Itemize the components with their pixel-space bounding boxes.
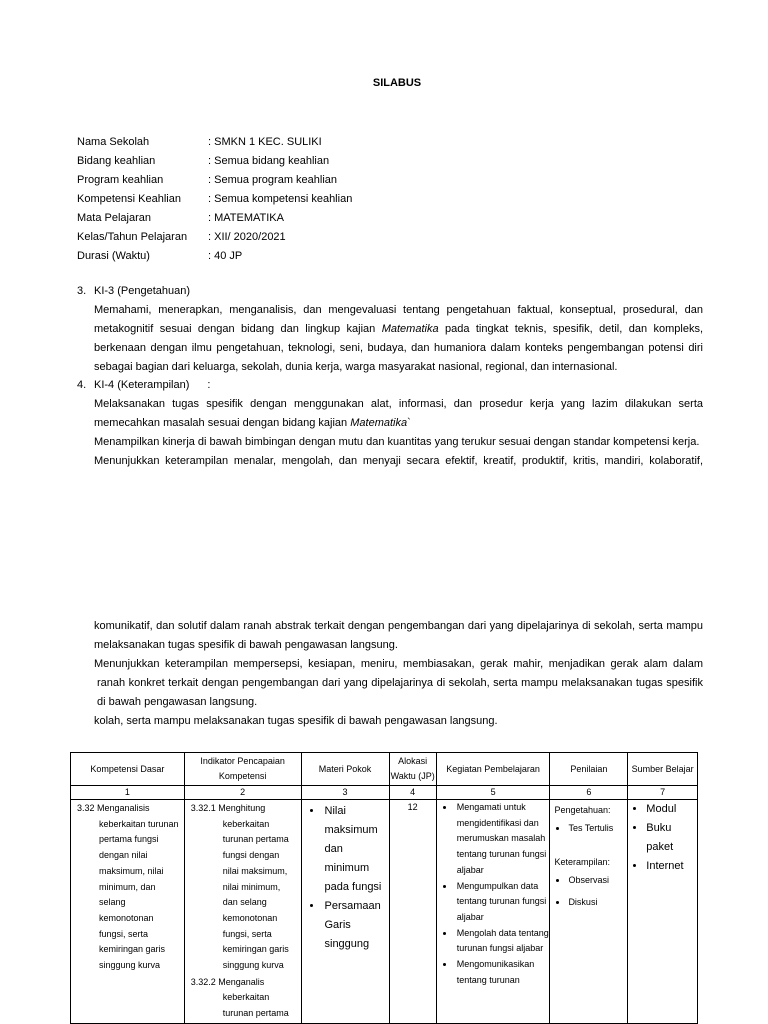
ki4-number: 4. (77, 379, 87, 391)
identity-label: Durasi (Waktu) (77, 250, 150, 262)
column-number: 7 (628, 786, 698, 800)
identity-value: : XII/ 2020/2021 (208, 231, 286, 243)
ki3-number: 3. (77, 285, 87, 297)
identity-label: Kompetensi Keahlian (77, 193, 181, 205)
identity-label: Bidang keahlian (77, 155, 156, 167)
column-number-row (71, 786, 698, 800)
materi-cell (301, 800, 389, 1024)
kegiatan-item: • Mengomunikasikan tentang turunan (455, 957, 550, 988)
identity-label: Program keahlian (77, 174, 164, 186)
identity-row (77, 228, 352, 247)
identity-label: Nama Sekolah (77, 136, 150, 148)
identity-row (77, 247, 352, 266)
kegiatan-cell (436, 800, 550, 1024)
table-header-row (71, 753, 698, 786)
column-header: Penilaian (550, 753, 628, 786)
identity-value: : 40 JP (208, 250, 243, 262)
identity-row (77, 133, 352, 152)
sumber-item: • Buku paket (646, 819, 697, 857)
ki4-section (77, 376, 703, 471)
identity-row (77, 209, 352, 228)
alokasi-cell: 12 (389, 800, 436, 1024)
column-header: Kompetensi Dasar (71, 753, 185, 786)
penilaian-item: • Observasi (568, 873, 623, 887)
page-title: SILABUS (372, 77, 422, 89)
identity-row (77, 190, 352, 209)
continuation-paragraph-3: kolah, serta mampu melaksanakan tugas spesifik di bawah pengawasan langsung. (94, 715, 498, 727)
column-number: 2 (184, 786, 301, 800)
identity-row (77, 152, 352, 171)
ki3-paragraph: Memahami, menerapkan, menganalisis, dan mengevaluasi tentang pengetahuan faktual, konseptual, prosedural, dan metakognitif sesuai dengan bidang dan lingkup kajian Matematika pada tingkat teknis, spesifik, detil, dan kompleks, berkenaan dengan ilmu pengetahuan, teknologi, seni, budaya, dan humaniora dalam konteks pengembangan potensi diri sebagai bagian dari keluarga, sekolah, dunia kerja, warga masyarakat nasional, regional, dan internasional. (94, 304, 703, 373)
column-header: Alokasi Waktu (JP) (389, 753, 436, 786)
identity-value: : Semua program keahlian (208, 174, 338, 186)
indikator-item: 3.32.2 Menganalis keberkaitan turunan pertama (190, 976, 289, 1019)
identity-value: : Semua bidang keahlian (208, 155, 330, 167)
kompetensi-dasar-cell (71, 800, 185, 1024)
kegiatan-item: • Mengamati untuk mengidentifikasi dan merumuskan masalah tentang turunan fungsi aljabar (455, 800, 550, 879)
column-number: 1 (71, 786, 185, 800)
kegiatan-item: • Mengumpulkan data tentang turunan fungsi aljabar (455, 879, 550, 926)
materi-item: • Nilai maksimum dan minimum pada fungsi (323, 802, 389, 897)
ki4-heading (77, 376, 703, 395)
penilaian-item: • Diskusi (568, 895, 623, 909)
penilaian-cell (550, 800, 628, 1024)
identity-value: : Semua kompetensi keahlian (208, 193, 353, 205)
identity-label: Mata Pelajaran (77, 212, 151, 224)
identity-value: : SMKN 1 KEC. SULIKI (208, 136, 322, 148)
penilaian-keterampilan-label: Keterampilan: (554, 857, 610, 867)
sumber-item: • Internet (646, 857, 697, 876)
identity-value: : MATEMATIKA (208, 212, 284, 224)
column-number: 3 (301, 786, 389, 800)
column-header: Kegiatan Pembelajaran (436, 753, 550, 786)
column-header: Materi Pokok (301, 753, 389, 786)
penilaian-pengetahuan-label: Pengetahuan: (554, 805, 611, 815)
continuation-paragraph-2a: Menunjukkan keterampilan mempersepsi, kesiapan, meniru, membiasakan, gerak mahir, menjadikan gerak alam dalam (94, 658, 703, 670)
kegiatan-item: • Mengolah data tentang turunan fungsi aljabar (455, 926, 550, 957)
indikator-cell (184, 800, 301, 1024)
identity-label: Kelas/Tahun Pelajaran (77, 231, 188, 243)
table-row (71, 800, 698, 1024)
continuation-text (94, 617, 703, 731)
identity-block (77, 133, 352, 266)
continuation-paragraph-2b: ranah konkret terkait dengan pengembangan dari yang dipelajarinya di sekolah, serta mampu melaksanakan tugas spesifik (97, 677, 703, 689)
kompetensi-dasar-text: 3.32 Menganalisis keberkaitan turunan pertama fungsi dengan nilai maksimum, nilai minimum, dan selang kemonotonan fungsi, serta kemiringan garis singgung kurva (77, 803, 179, 971)
continuation-paragraph-2c: di bawah pengawasan langsung. (97, 696, 258, 708)
ki3-heading (77, 282, 703, 301)
sumber-cell (628, 800, 698, 1024)
column-number: 4 (389, 786, 436, 800)
ki4-paragraph-1: Melaksanakan tugas spesifik dengan menggunakan alat, informasi, dan prosedur kerja yang lazim dilakukan serta memecahkan masalah sesuai dengan bidang kajian Matematika` (94, 398, 703, 429)
column-header: Indikator Pencapaian Kompetensi (184, 753, 301, 786)
ki3-title: KI-3 (Pengetahuan) (94, 285, 191, 297)
materi-item: • Persamaan Garis singgung (323, 897, 389, 954)
column-number: 6 (550, 786, 628, 800)
ki4-colon: : (207, 379, 211, 391)
identity-row (77, 171, 352, 190)
ki4-paragraph-3: Menunjukkan keterampilan menalar, mengolah, dan menyaji secara efektif, kreatif, produktif, kritis, mandiri, kolaboratif, (94, 455, 703, 467)
syllabus-table (70, 752, 698, 1024)
continuation-paragraph-1: komunikatif, dan solutif dalam ranah abstrak terkait dengan pengembangan dari yang dipelajarinya di sekolah, serta mampu melaksanakan tugas spesifik di bawah pengawasan langsung. (94, 620, 703, 651)
indikator-item: 3.32.1 Menghitung keberkaitan turunan pertama fungsi dengan nilai maksimum, nilai minimum, dan selang kemonotonan fungsi, serta kemiringan garis singgung kurva (190, 803, 289, 971)
column-header: Sumber Belajar (628, 753, 698, 786)
column-number: 5 (436, 786, 550, 800)
ki3-section (77, 282, 703, 377)
sumber-item: • Modul (646, 800, 697, 819)
ki4-title: KI-4 (Keterampilan) (94, 379, 190, 391)
ki4-paragraph-2: Menampilkan kinerja di bawah bimbingan dengan mutu dan kuantitas yang terukur sesuai dengan standar kompetensi kerja. (94, 436, 700, 448)
penilaian-item: • Tes Tertulis (568, 821, 623, 835)
